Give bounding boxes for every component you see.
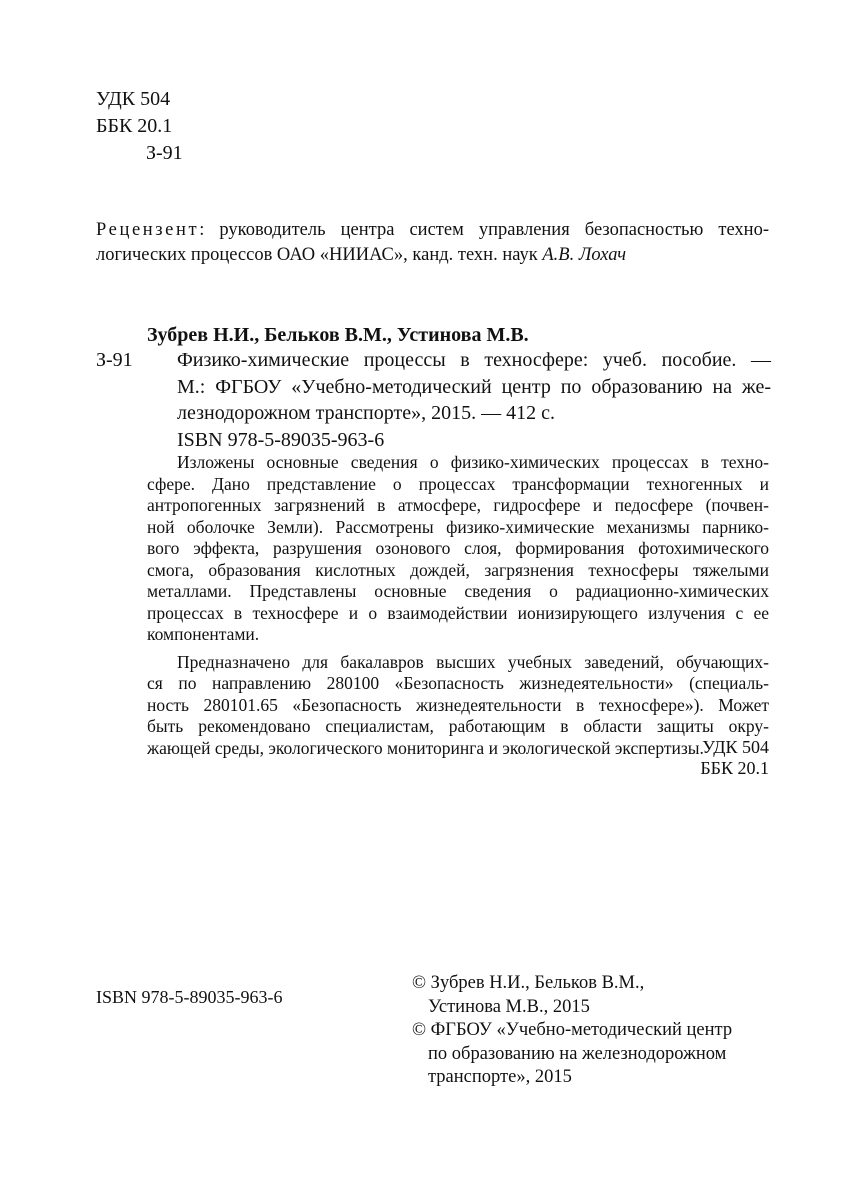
annotation-line: вого эффекта, разрушения озонового слоя, формирования фотохимического: [147, 538, 769, 558]
isbn-bottom: ISBN 978-5-89035-963-6: [96, 987, 283, 1007]
copyright-line: © ФГБОУ «Учебно-методический центр: [412, 1020, 733, 1040]
udk-code-right: УДК 504: [702, 737, 769, 757]
annotation-line: антропогенных загрязнений в атмосфере, гидросфере и педосфере (почвен-: [147, 495, 769, 515]
classification-codes-right: [600, 737, 769, 779]
copyright-line: © Зубрев Н.И., Бельков В.М.,: [412, 973, 645, 993]
annotation-line: компонентами.: [147, 624, 260, 644]
annotation-line: Предназначено для бакалавров высших учебных заведений, обучающих-: [177, 651, 769, 672]
annotation-line: жающей среды, экологического мониторинга и экологической экспертизы.: [147, 737, 704, 758]
annotation-line: ной оболочке Земли). Рассмотрены физико-химические механизмы парнико-: [147, 516, 769, 537]
annotation-line: процессах в техносфере и о взаимодействии ионизирующего излучения с ее: [147, 602, 769, 623]
copyright-line: транспорте», 2015: [428, 1067, 572, 1087]
classification-block: [96, 86, 183, 167]
annotation-line: металлами. Представлены основные сведения о радиационно-химических: [147, 581, 769, 601]
reviewer-block: [96, 218, 769, 268]
reviewer-line-1: Рецензент: руководитель центра систем управления безопасностью техно-: [96, 220, 769, 240]
biblio-line: Физико-химические процессы в техносфере: учеб. пособие. —: [177, 349, 771, 371]
annotation-line: быть рекомендовано специалистам, работающим в области защиты окру-: [147, 716, 769, 736]
annotation-line: Изложены основные сведения о физико-химических процессах в техно-: [177, 452, 769, 472]
isbn-line: ISBN 978-5-89035-963-6: [177, 428, 385, 451]
copyright-line: по образованию на железнодорожном: [428, 1043, 727, 1064]
biblio-line: М.: ФГБОУ «Учебно-методический центр по образованию на же-: [177, 375, 771, 398]
annotation: [147, 452, 769, 759]
author-mark: З-91: [146, 142, 183, 164]
copyright-line: Устинова М.В., 2015: [428, 996, 590, 1017]
annotation-line: сфере. Дано представление о процессах трансформации техногенных и: [147, 473, 769, 494]
reviewer-name: А.В. Лохач: [542, 245, 627, 265]
annotation-line: смога, образования кислотных дождей, загрязнения техносферы тяжелыми: [147, 559, 769, 580]
copyright-block: [412, 972, 732, 1090]
reviewer-label: Рецензент: [96, 220, 200, 240]
biblio-line: лезнодорожном транспорте», 2015. — 412 с.: [177, 402, 555, 424]
bibliographic-author-mark: З-91: [96, 349, 133, 371]
udk-code: УДК 504: [96, 88, 171, 110]
annotation-line: ность 280101.65 «Безопасность жизнедеятельности в техносфере»). Может: [147, 694, 769, 715]
bibliographic-description: [177, 347, 771, 453]
annotation-paragraph-1: [147, 452, 769, 646]
authors-heading: Зубрев Н.И., Бельков В.М., Устинова М.В.: [147, 324, 529, 346]
reviewer-line-2: логических процессов ОАО «НИИАС», канд. техн. наук А.В. Лохач: [96, 245, 627, 265]
bbk-code: ББК 20.1: [96, 115, 173, 137]
bbk-code-right: ББК 20.1: [700, 758, 769, 778]
annotation-line: ся по направлению 280100 «Безопасность жизнедеятельности» (специаль-: [147, 673, 769, 693]
